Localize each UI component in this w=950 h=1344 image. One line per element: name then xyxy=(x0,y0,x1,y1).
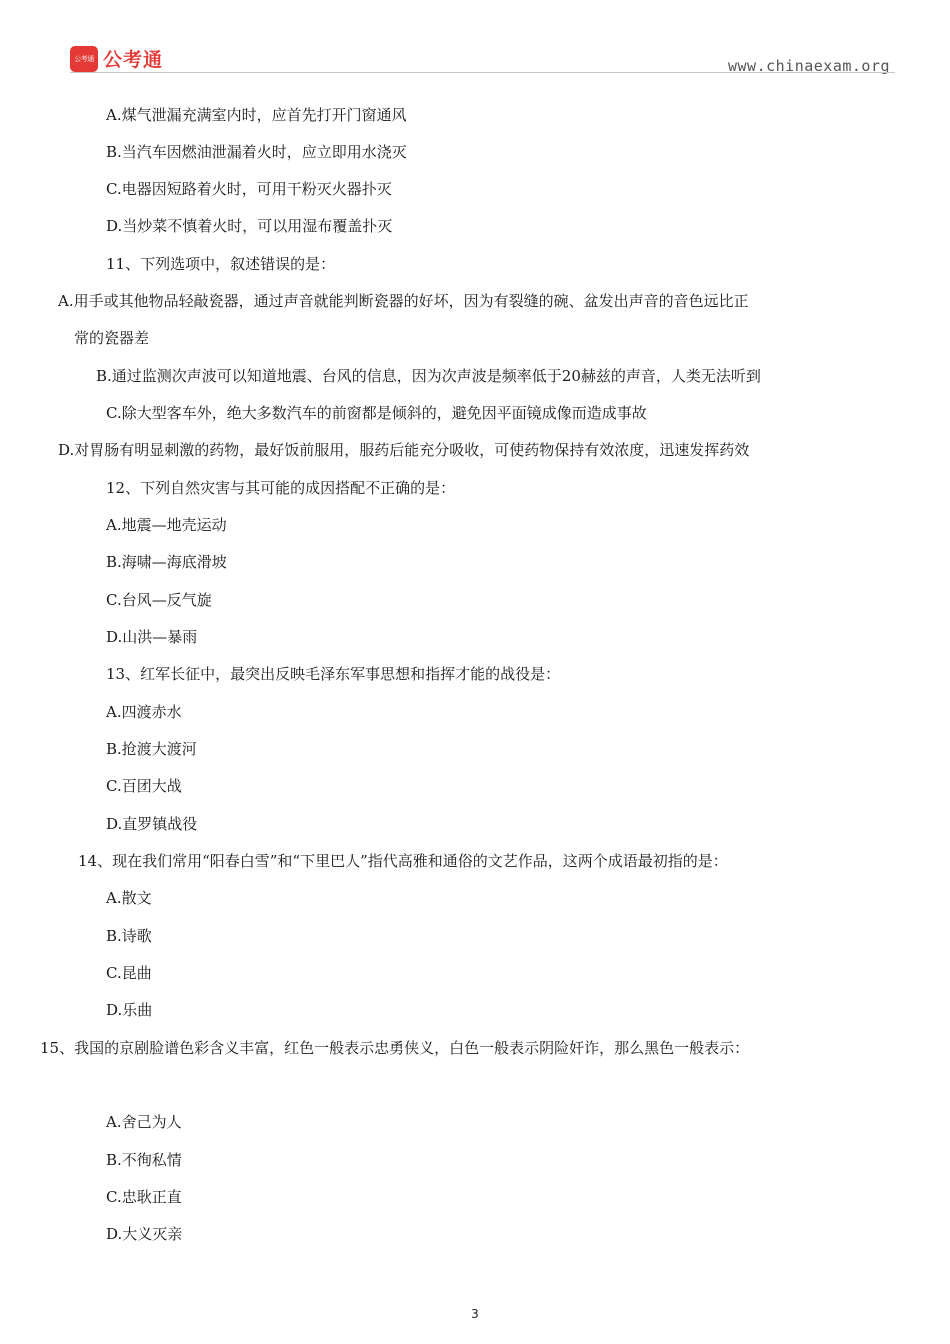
option-line: B.海啸—海底滑坡 xyxy=(106,553,227,571)
option-line: B.通过监测次声波可以知道地震、台风的信息，因为次声波是频率低于20赫兹的声音，人类无法听到 xyxy=(96,367,761,385)
option-line: C.百团大战 xyxy=(106,777,182,795)
option-line: B.当汽车因燃油泄漏着火时，应立即用水浇灭 xyxy=(106,143,407,161)
site-url[interactable]: www.chinaexam.org xyxy=(728,57,891,75)
page-number: 3 xyxy=(471,1307,479,1321)
option-line: D.当炒菜不慎着火时，可以用湿布覆盖扑灭 xyxy=(106,217,393,235)
option-line: C.台风—反气旋 xyxy=(106,591,212,609)
option-line: A.四渡赤水 xyxy=(106,703,182,721)
option-line: D.直罗镇战役 xyxy=(106,815,198,833)
question-line: 11、下列选项中，叙述错误的是： xyxy=(106,255,336,273)
option-line: A.煤气泄漏充满室内时，应首先打开门窗通风 xyxy=(106,106,407,124)
option-line: D.乐曲 xyxy=(106,1001,153,1019)
option-line: B.诗歌 xyxy=(106,927,152,945)
option-line: D.山洪—暴雨 xyxy=(106,628,198,646)
question-line: 15、我国的京剧脸谱色彩含义丰富，红色一般表示忠勇侠义，白色一般表示阴险奸诈，那么黑色一般表示： xyxy=(40,1039,750,1057)
question-line: 12、下列自然灾害与其可能的成因搭配不正确的是： xyxy=(106,479,456,497)
header-divider xyxy=(70,72,895,73)
page-header xyxy=(0,0,950,100)
option-line: C.忠耿正直 xyxy=(106,1188,182,1206)
brand-logo[interactable] xyxy=(70,45,163,72)
option-line: A.用手或其他物品轻敲瓷器，通过声音就能判断瓷器的好坏，因为有裂缝的碗、盆发出声音的音色远比正 xyxy=(58,292,749,310)
option-line: B.抢渡大渡河 xyxy=(106,740,197,758)
logo-text: 公考通 xyxy=(103,49,164,71)
option-line: D.大义灭亲 xyxy=(106,1225,183,1243)
question-line: 14、现在我们常用“阳春白雪”和“下里巴人”指代高雅和通俗的文艺作品，这两个成语最初指的是： xyxy=(78,852,728,870)
option-line: C.电器因短路着火时，可用干粉灭火器扑灭 xyxy=(106,180,392,198)
option-line: D.对胃肠有明显刺激的药物，最好饭前服用，服药后能充分吸收，可使药物保持有效浓度，迅速发挥药效 xyxy=(58,441,750,459)
logo-badge-icon: 公考通 xyxy=(70,46,98,72)
option-line: A.散文 xyxy=(106,889,152,907)
option-line: A.地震—地壳运动 xyxy=(106,516,227,534)
option-line: B.不徇私情 xyxy=(106,1151,182,1169)
option-line: 常的瓷器差 xyxy=(74,329,150,347)
option-line: C.除大型客车外，绝大多数汽车的前窗都是倾斜的，避免因平面镜成像而造成事故 xyxy=(106,404,647,422)
option-line: A.舍己为人 xyxy=(106,1113,182,1131)
option-line: C.昆曲 xyxy=(106,964,152,982)
question-line: 13、红军长征中，最突出反映毛泽东军事思想和指挥才能的战役是： xyxy=(106,665,561,683)
